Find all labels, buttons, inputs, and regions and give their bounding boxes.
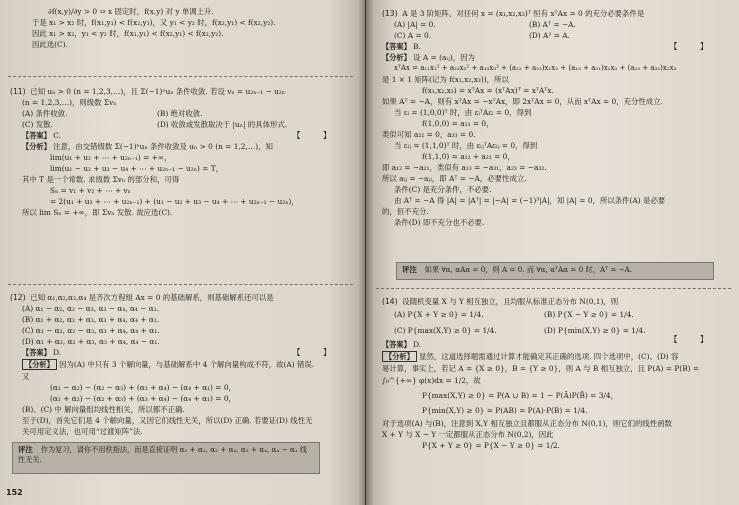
analysis-line: 设 A = (aᵢⱼ)，因为 [413, 53, 475, 62]
analysis-line: 当 εᵢ = (1,0,0)ᵀ 时，由 εᵢᵀAεᵢ = 0，得到 [394, 108, 532, 117]
right-page [366, 0, 739, 505]
option-d: (D) P{min(X,Y) ≥ 0} = 1/4. [544, 326, 646, 335]
text-line: 因此 x₁ > x₂，y₁ < y₂ 时，f(x₁,y₁) < f(x₂,y₁) < f(x₂,y₂). [32, 29, 224, 38]
option-c: (C) α₁ − α₂, α₂ − α₃, α₃ + α₄, α₄ + α₁. [22, 326, 160, 335]
analysis-label: 【分析】 [382, 351, 417, 362]
analysis-line: 的，但不充分. [382, 207, 429, 216]
equation: f(1,0,0) = a₁₁ = 0， [422, 119, 494, 128]
answer-label: 【答案】 [382, 42, 411, 51]
question-stem: A 是 3 阶矩阵，对任何 x = (x₁,x₂,x₃)ᵀ 恒有 xᵀAx = 0 的充分必要条件是 [402, 9, 645, 18]
analysis-line: 注意，由交错级数 Σ(−1)ⁿuₙ 条件收敛及 uₙ > 0 (n = 1,2,…)，知 [53, 142, 273, 151]
answer-bracket: 【 】 [669, 42, 718, 51]
analysis-line: X + Y 与 X − Y 一定都服从正态分布 N(0,2)，因此 [382, 430, 554, 439]
equation: (α₁ − α₂) − (α₂ − α₃) + (α₃ + α₄) − (α₄ + α₁) = 0， [50, 383, 236, 392]
analysis-line: 又 [22, 372, 30, 381]
option-b: (B) α₁ + α₂, α₂ + α₃, α₃ + α₄, α₄ + α₁. [22, 315, 160, 324]
answer-value: D. [53, 348, 62, 357]
question-number: (12) [10, 293, 26, 302]
analysis-line: 如果 Aᵀ = −A，则有 xᵀAx = −xᵀAx，即 2xᵀAx = 0，从而 xᵀAx = 0，充分性成立. [382, 97, 663, 106]
answer-value: D. [413, 340, 422, 349]
analysis-line: 至于(D)，首先它们是 4 个解向量，又因它们线性无关，所以(D) 正确. 若要证(D) 线性无 [22, 416, 313, 425]
option-a: (A) 条件收敛. [22, 109, 68, 118]
q10-tail [20, 6, 275, 50]
equation: ∫₀^{+∞} φ(x)dx = 1/2，故 [382, 376, 481, 385]
answer-value: B. [413, 42, 421, 51]
analysis-label: 【分析】 [382, 53, 411, 62]
option-b: (B) 绝对收敛. [157, 109, 203, 118]
analysis-line: 显然，这道选择题需通过计算才能确定其正确的选项. 四个选项中，(C)、(D) 容 [419, 352, 679, 361]
question-stem: 设随机变量 X 与 Y 相互独立，且均服从标准正态分布 N(0,1)，则 [402, 297, 619, 306]
text-line: 于是 x₁ > x₂ 时，f(x₁,y₁) < f(x₂,y₁)，又 y₁ < y₂ 时，f(x₂,y₁) < f(x₂,y₂). [32, 18, 276, 27]
option-c: (C) 发散. [22, 120, 53, 129]
analysis-line: (B)、(C) 中 解向量组均线性相关，所以都不正确. [22, 405, 185, 414]
question-number: (13) [382, 9, 398, 18]
analysis-label: 【分析】 [22, 142, 51, 151]
analysis-line: 易计算，事实上，若记 A = {X ≥ 0}，B = {Y ≥ 0}，则 A 与 B 相互独立，且 P(A) = P(B) = [382, 364, 700, 373]
option-d: (D) A² = A. [529, 31, 570, 40]
answer-value: C. [53, 131, 61, 140]
answer-bracket: 【 】 [292, 348, 341, 357]
equation: lim(u₁ + u₂ + ⋯ + u₂ₙ₋₁) = +∞， [50, 153, 172, 162]
equation: = 2(u₁ + u₃ + ⋯ + u₂ₙ₋₁) + (u₁ − u₂ + u₃ − u₄ + ⋯ + u₂ₙ₋₁ − u₂ₙ)， [50, 197, 299, 206]
analysis-line: 由 Aᵀ = −A 得 |A| = |Aᵀ| = |−A| = (−1)³|A|，知 |A| = 0，所以条件(A) 是必要 [394, 196, 666, 205]
analysis-line: 即 a₁₂ = −a₂₁，类似有 a₁₃ = −a₃₁，a₂₃ = −a₃₂. [382, 163, 547, 172]
question-11 [10, 86, 355, 218]
remark-box [396, 262, 714, 280]
analysis-line: 类似可知 a₂₂ = 0，a₃₃ = 0. [382, 130, 476, 139]
book-gutter [358, 0, 374, 505]
option-a: (A) P{X + Y ≥ 0} = 1/4. [394, 310, 484, 319]
text-line: 因此选(C). [32, 40, 68, 49]
analysis-line: 所以 lim Sₙ = +∞，即 Σvₙ 发散. 故应选(C). [22, 208, 173, 217]
remark-label: 评注 [402, 265, 417, 274]
question-number: (14) [382, 297, 398, 306]
equation: (α₁ + α₂) − (α₂ + α₃) + (α₃ + α₄) − (α₄ + α₁) = 0， [50, 394, 236, 403]
analysis-label: 【分析】 [22, 359, 57, 370]
remark-text: 性无关. [18, 455, 42, 464]
answer-bracket: 【 】 [669, 335, 718, 344]
option-d: (D) α₁ + α₂, α₂ + α₃, α₃ + α₄, α₄ − α₁. [22, 337, 160, 346]
equation: P{min(X,Y) ≥ 0} = P(AB) = P(A)·P(B) = 1/4. [422, 406, 588, 415]
option-b: (B) Aᵀ = −A. [529, 20, 576, 29]
answer-label: 【答案】 [22, 348, 51, 357]
question-13 [382, 8, 732, 228]
analysis-line: 条件(C) 是充分条件，不必要. [394, 185, 492, 194]
divider [376, 288, 731, 289]
divider [8, 284, 353, 285]
equation: f(x₁,x₂,x₃) = xᵀAx = (xᵀAx)ᵀ = xᵀAᵀx. [422, 86, 554, 95]
remark-text: 如果 ∀α, αAα = 0，则 A = 0. 而 ∀α, αᵀAα = 0 时，Aᵀ = −A. [424, 265, 633, 274]
question-14 [382, 296, 732, 451]
question-stem: (n = 1,2,3,…)，则级数 Σvₙ [22, 98, 117, 107]
page-number: 152 [6, 488, 23, 497]
text-line: ∂f(x,y)/∂y > 0 ⇒ x 固定时，f(x,y) 对 y 单调上升. [48, 7, 214, 16]
equation: Sₙ = v₁ + v₂ + ⋯ + vₙ [50, 186, 131, 195]
question-stem: 已知 α₁,α₂,α₃,α₄ 是齐次方程组 Ax = 0 的基础解系，则基础解系还可以是 [30, 293, 274, 302]
analysis-line: 因为(A) 中只有 3 个解向量，与基础解系中 4 个解向量构成不符，故(A) 错误. [59, 360, 315, 369]
equation: lim(u₁ − u₂ + u₃ − u₄ + ⋯ + u₂ₙ₋₁ − u₂ₙ) = T， [50, 164, 224, 173]
divider [8, 76, 353, 77]
analysis-line: 是 1 × 1 矩阵(记为 f(x₁,x₂,x₃))，所以 [382, 75, 509, 84]
option-a: (A) α₁ − α₂, α₂ − α₃, α₃ − α₄, α₄ − α₁. [22, 304, 160, 313]
analysis-line: 关可用定义法，也可用“过渡矩阵”法. [22, 427, 143, 436]
option-c: (C) A = 0. [394, 31, 432, 40]
answer-label: 【答案】 [22, 131, 51, 140]
equation: xᵀAx = a₁₁x₁² + a₂₂x₂² + a₃₃x₃² + (a₁₂ + a₂₁)x₁x₂ + (a₁₃ + a₃₁)x₁x₃ + (a₂₃ + a₃₂)x₂x₃ [394, 64, 677, 72]
equation: P{max(X,Y) ≥ 0} = P(A ∪ B) = 1 − P(Ā)P(B̄) = 3/4， [422, 391, 619, 400]
option-b: (B) P{X − Y ≥ 0} = 1/4. [544, 310, 634, 319]
left-page [0, 0, 365, 505]
option-c: (C) P{max(X,Y) ≥ 0} = 1/4. [394, 326, 497, 335]
question-stem: 已知 uₙ > 0 (n = 1,2,3,…)，且 Σ(−1)ⁿuₙ 条件收敛. 若设 vₙ = u₂ₙ₋₁ − u₂ₙ [30, 87, 286, 96]
remark-label: 评注 [18, 445, 33, 454]
remark-text: 作为复习，请你不用秩指法，而是直接证明 α₁ + α₂, α₂ + α₃, α₃ + α₄, α₄ − α₁ 线 [40, 445, 308, 454]
analysis-line: 其中 T 是一个常数. 求级数 Σvₙ 的部分和，可得 [22, 175, 180, 184]
answer-bracket: 【 】 [292, 131, 341, 140]
equation: P{X + Y ≥ 0} = P{X − Y ≥ 0} = 1/2. [422, 441, 561, 450]
analysis-line: 条件(D) 即不充分也不必要. [394, 218, 485, 227]
equation: f(1,1,0) = a₁₂ + a₂₁ = 0， [422, 152, 515, 161]
remark-box [12, 442, 320, 474]
analysis-line: 当 εᵢⱼ = (1,1,0)ᵀ 时，由 εᵢⱼᵀAεᵢⱼ = 0，得到 [394, 141, 538, 150]
question-number: (11) [10, 87, 26, 96]
option-d: (D) 收敛或发散取决于 |uₙ| 的具体形式. [157, 120, 288, 129]
answer-label: 【答案】 [382, 340, 411, 349]
option-a: (A) |A| = 0. [394, 20, 436, 29]
question-12 [10, 292, 355, 437]
analysis-line: 对于选项(A) 与(B)，注意到 X,Y 相互独立且都服从正态分布 N(0,1)，则它们的线性函数 [382, 419, 672, 428]
analysis-line: 所以 aᵢⱼ = −aⱼᵢ，即 Aᵀ = −A，必要性成立. [382, 174, 527, 183]
